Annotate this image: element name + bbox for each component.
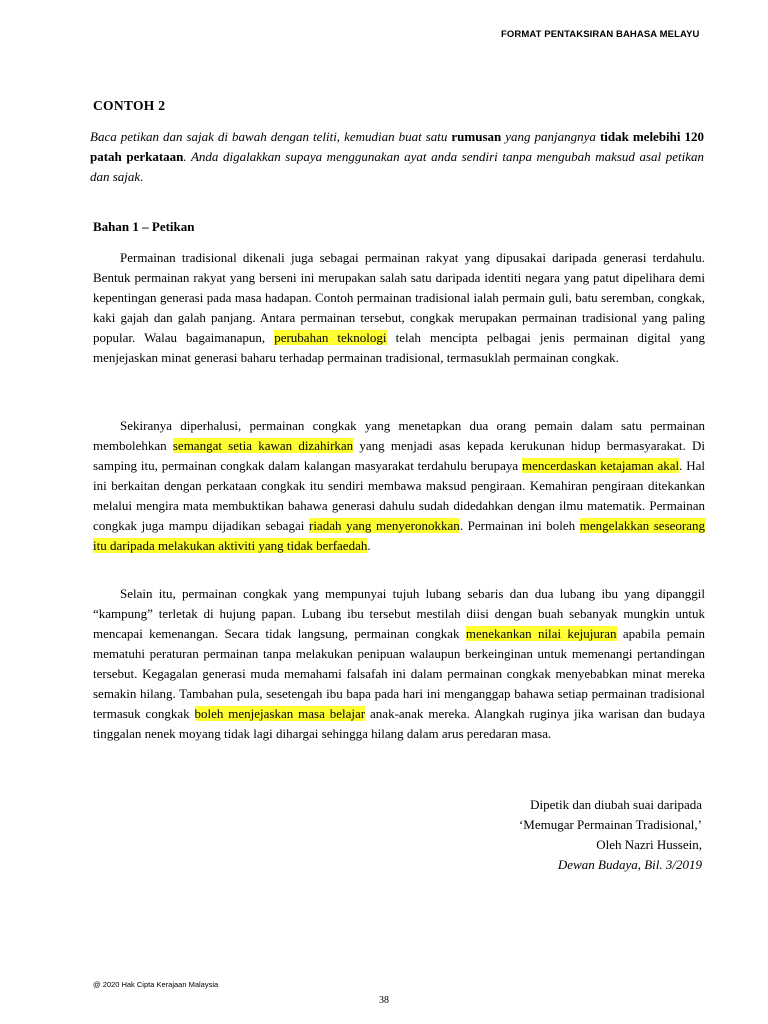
- p2-text-3: . Permainan ini boleh: [459, 518, 580, 533]
- source-line-1: Dipetik dan diubah suai daripada: [530, 797, 702, 812]
- p3-text-2: anak-anak mereka. Alangkah ruginya jika warisan dan budaya tinggalan nenek moyang tidak lagi dihargai sehingga hilang dalam arus peredaran masa.: [93, 706, 705, 741]
- paragraph-3: [93, 584, 705, 744]
- p2-text-0: Sekiranya diperhalusi, permainan congkak yang menetapkan dua orang pemain dalam satu permainan membolehkan: [93, 418, 705, 453]
- example-title: CONTOH 2: [93, 98, 166, 113]
- p3-text-1: apabila pemain mematuhi peraturan permainan tanpa melakukan penipuan walaupun berkeinginan untuk memenangi pertandingan tersebut. Kegagalan generasi muda memahami falsafah ini dalam permainan congkak menyebabkan minat mereka semakin hilang. Tambahan pula, sesetengah ibu bapa pada hari ini menganggap bahawa setiap permainan tradisional termasuk congkak: [93, 626, 705, 721]
- p2-text-1: yang menjadi asas kepada kerukunan hidup bermasyarakat. Di samping itu, permainan congkak dalam kalangan masyarakat terdahulu berupaya: [93, 438, 705, 473]
- p2-highlight-4: mengelakkan seseorang itu daripada melakukan aktiviti yang tidak berfaedah: [93, 518, 705, 553]
- instruction-part-2: yang panjangnya: [501, 129, 600, 144]
- p1-highlight-1: perubahan teknologi: [274, 330, 387, 345]
- source-line-2: ‘Memugar Permainan Tradisional,’: [518, 817, 702, 832]
- copyright-footer: @ 2020 Hak Cipta Kerajaan Malaysia: [93, 980, 219, 989]
- paragraph-1: [93, 248, 705, 368]
- p2-highlight-1: semangat setia kawan dizahirkan: [172, 438, 354, 453]
- p2-highlight-2: mencerdaskan ketajaman akal: [522, 458, 680, 473]
- instruction-bold-rumusan: rumusan: [451, 129, 502, 144]
- p1-text-0: Permainan tradisional dikenali juga sebagai permainan rakyat yang dipusakai daripada generasi terdahulu. Bentuk permainan rakyat yang berseni ini merupakan salah satu daripada identiti negara yang patut dipelihara demi kepentingan generasi pada masa hadapan. Contoh permainan tradisional ialah permain guli, batu seremban, congkak, kaki gajah dan galah panjang. Antara permainan tersebut, congkak merupakan permainan tradisional yang paling popular. Walau bagaimanapun,: [93, 250, 705, 345]
- page-number: 38: [379, 995, 389, 1006]
- paragraph-2: [93, 416, 705, 556]
- document-header: FORMAT PENTAKSIRAN BAHASA MELAYU: [501, 29, 700, 40]
- p3-text-0: Selain itu, permainan congkak yang mempunyai tujuh lubang sebaris dan dua lubang ibu yang dipanggil “kampung” terletak di hujung papan. Lubang ibu tersebut mestilah diisi dengan buah sebanyak mungkin untuk mencapai kemenangan. Secara tidak langsung, permainan congkak: [93, 586, 705, 641]
- section-title: Bahan 1 – Petikan: [93, 219, 195, 234]
- instruction-part-1: Baca petikan dan sajak di bawah dengan teliti, kemudian buat satu: [90, 129, 452, 144]
- p1-text-1: telah mencipta pelbagai jenis permainan digital yang menjejaskan minat generasi baharu terhadap permainan tradisional, termasuklah permainan congkak.: [93, 330, 705, 365]
- source-line-4: Dewan Budaya, Bil. 3/2019: [557, 857, 702, 872]
- p3-highlight-1: menekankan nilai kejujuran: [465, 626, 617, 641]
- p3-highlight-2: boleh menjejaskan masa belajar: [194, 706, 366, 721]
- instruction-text: [90, 127, 704, 187]
- source-line-3: Oleh Nazri Hussein,: [596, 837, 702, 852]
- p2-highlight-3: riadah yang menyeronokkan: [308, 518, 460, 533]
- instruction-bold-word-limit: tidak melebihi 120 patah perkataan: [90, 129, 705, 164]
- p2-text-4: .: [367, 538, 371, 553]
- instruction-part-3: . Anda digalakkan supaya menggunakan ayat anda sendiri tanpa mengubah maksud asal petikan dan sajak.: [90, 149, 704, 184]
- p2-text-2: . Hal ini berkaitan dengan perkataan congkak itu sendiri membawa maksud pengiraan. Kemahiran pengiraan ditekankan melalui mengira mata membuktikan bahawa generasi dahulu sudah didedahkan dengan ilmu matematik. Permainan congkak juga mampu dijadikan sebagai: [93, 458, 705, 533]
- source-citation: [519, 795, 702, 875]
